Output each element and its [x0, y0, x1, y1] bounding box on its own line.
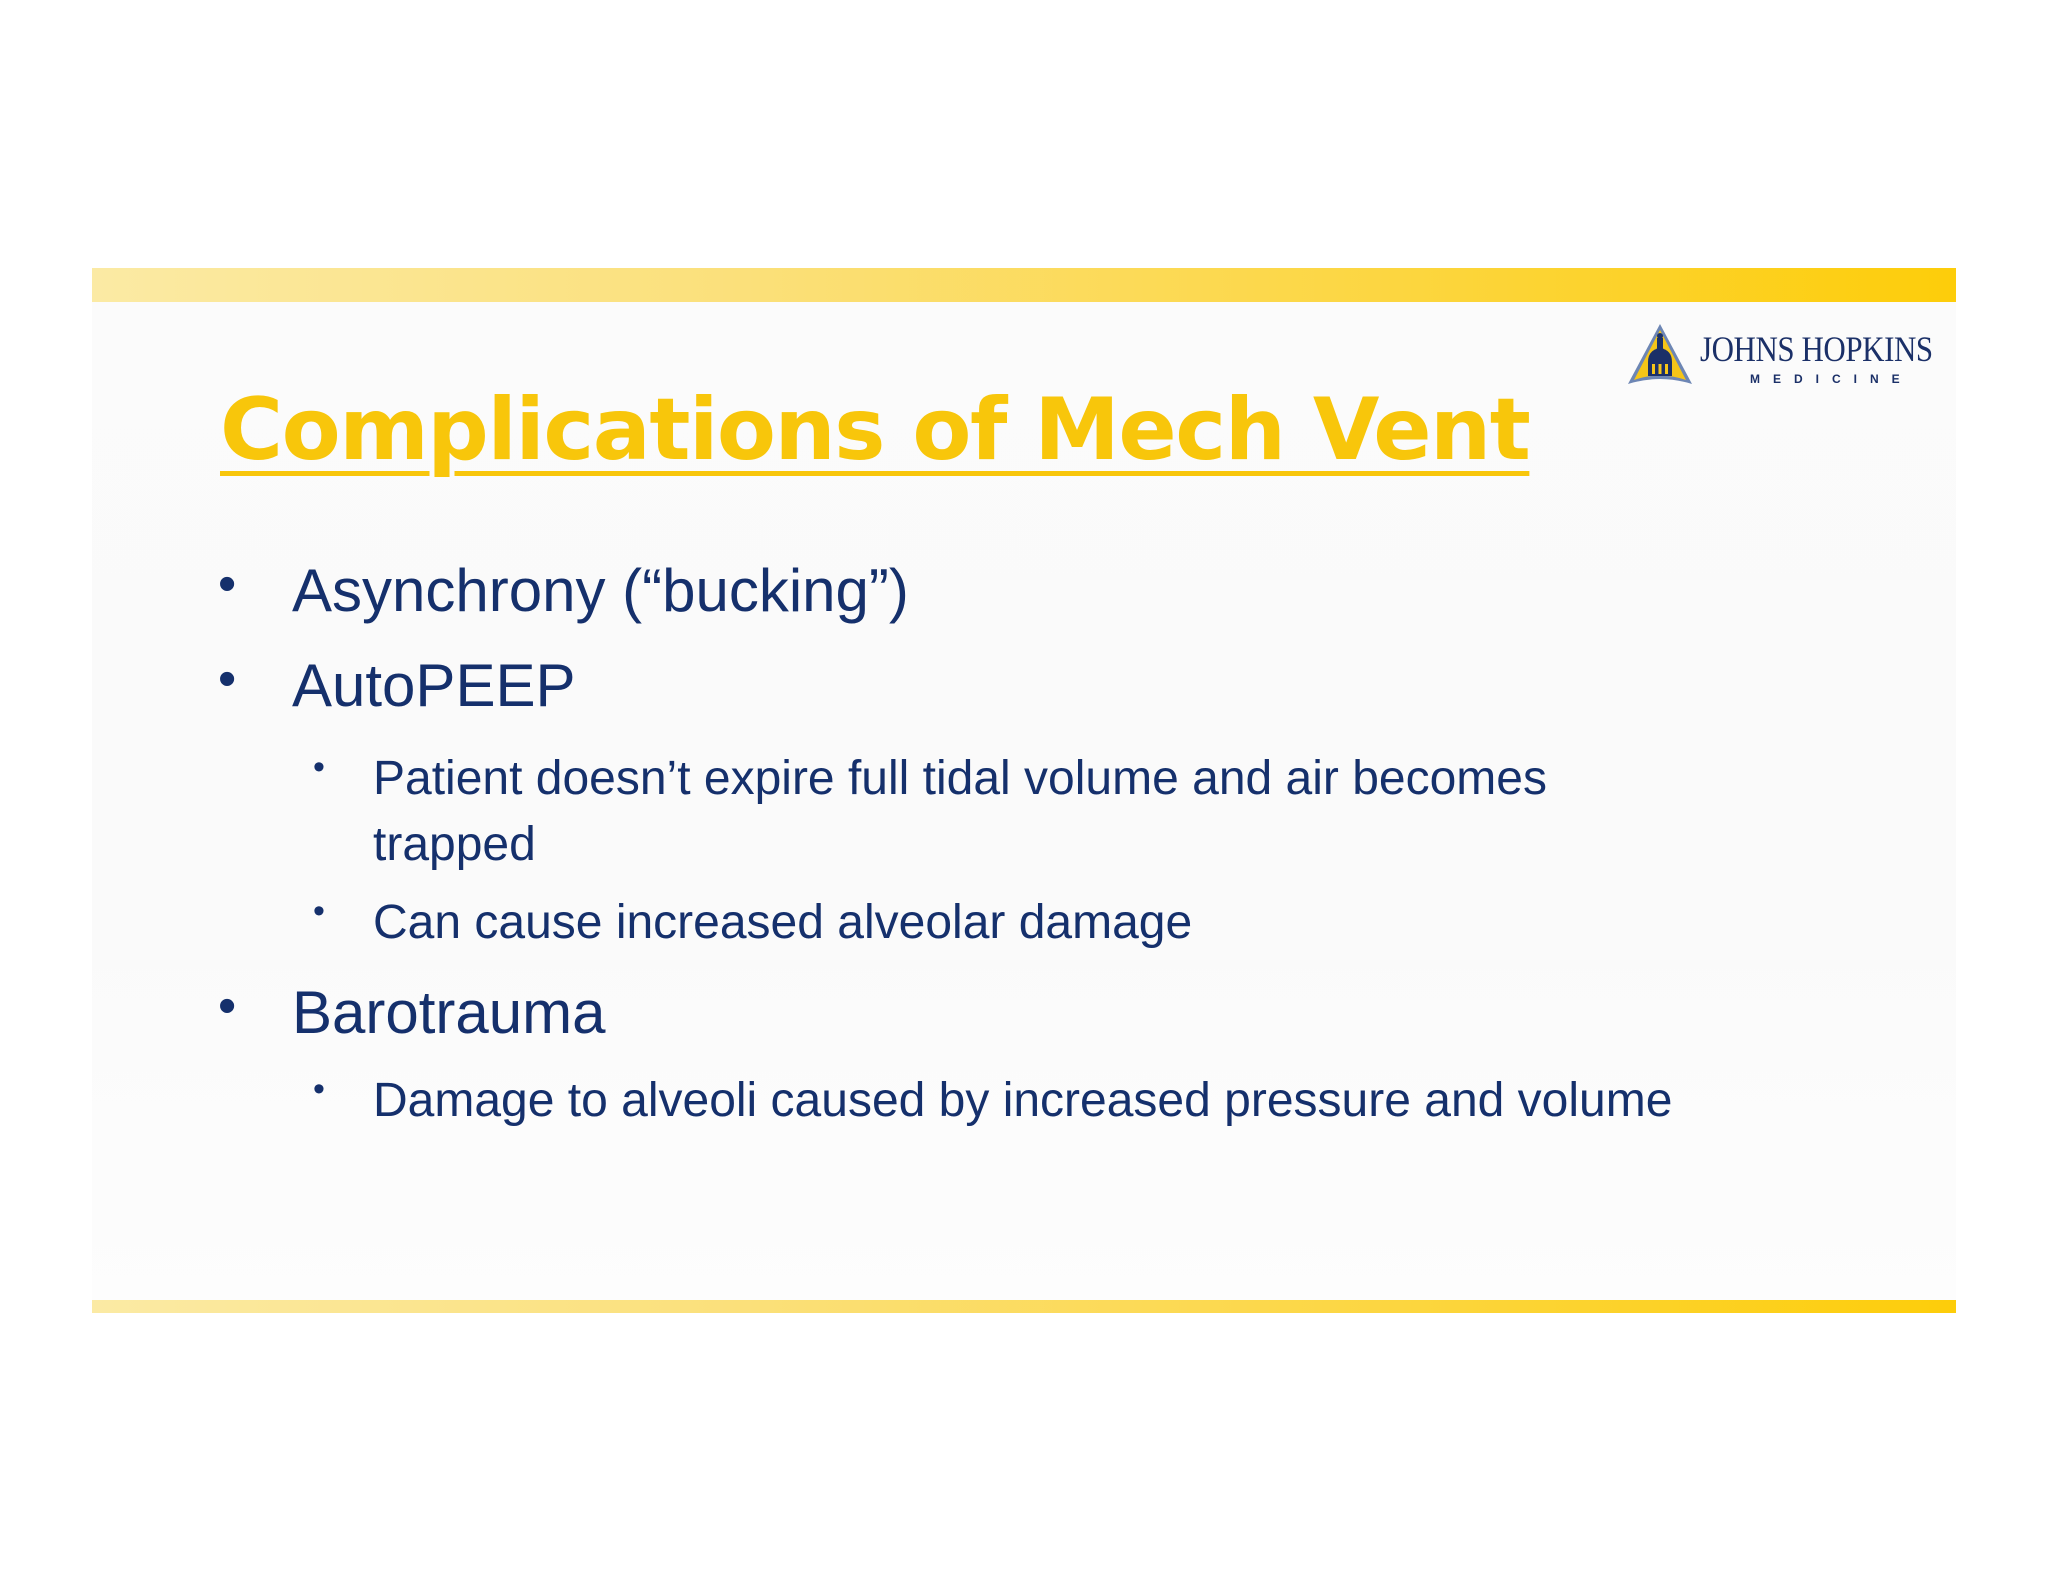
bullet-barotrauma [218, 977, 606, 1047]
bullet-text-line-1: Patient doesn’t expire full tidal volume and air becomes [373, 752, 1547, 805]
bullet-dot-icon: • [313, 892, 325, 930]
bullet-dot-icon: • [218, 977, 237, 1035]
top-accent-bar [92, 268, 1956, 302]
bullet-dot-icon: • [313, 1070, 325, 1108]
sub-bullet-trapped-air [313, 746, 1547, 878]
bullet-text: AutoPEEP [292, 652, 576, 719]
bullet-asynchrony [218, 555, 909, 625]
bullet-dot-icon: • [313, 748, 325, 786]
bullet-dot-icon: • [218, 555, 237, 613]
bottom-accent-bar [92, 1300, 1956, 1313]
bullet-text: Barotrauma [292, 979, 606, 1046]
dome-shield-icon [1626, 322, 1694, 390]
logo-name: JOHNS HOPKINS [1700, 329, 1933, 369]
sub-bullet-barotrauma-definition [313, 1068, 1673, 1134]
bullet-text: Asynchrony (“bucking”) [292, 557, 909, 624]
bullet-autopeep [218, 650, 576, 720]
slide-title: Complications of Mech Vent [220, 380, 1530, 480]
bullet-text-line-2: trapped [373, 818, 536, 871]
logo-subtitle: MEDICINE [1750, 372, 1913, 386]
sub-bullet-alveolar-damage [313, 890, 1193, 956]
bullet-text: Damage to alveoli caused by increased pressure and volume [373, 1074, 1673, 1127]
bullet-text: Can cause increased alveolar damage [373, 896, 1193, 949]
bullet-dot-icon: • [218, 650, 237, 708]
johns-hopkins-logo [1626, 322, 1941, 390]
